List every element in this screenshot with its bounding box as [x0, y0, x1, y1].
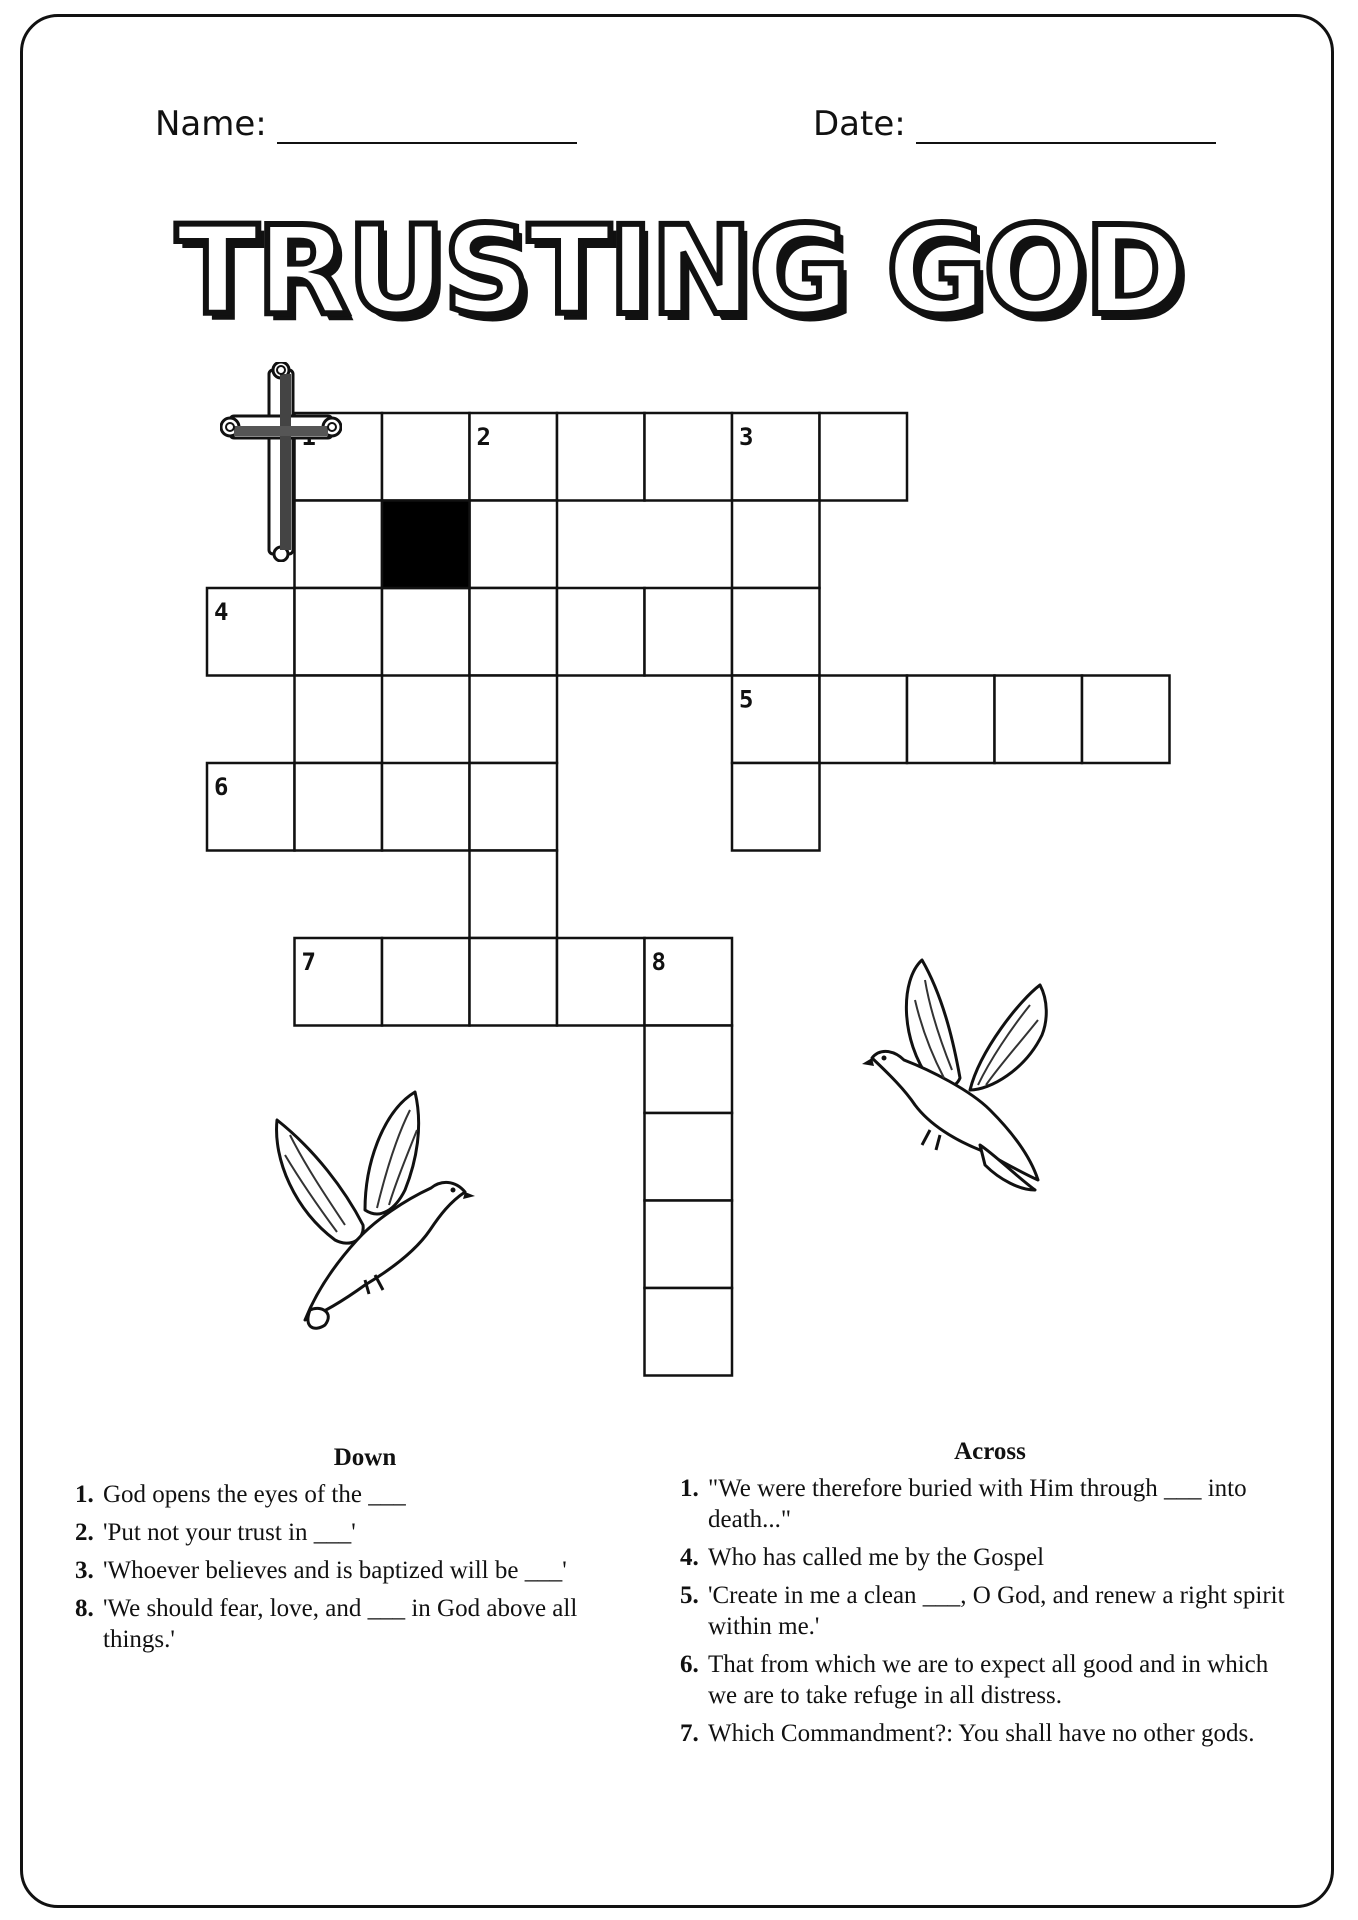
name-blank-line[interactable]: [277, 108, 577, 144]
crossword-cell[interactable]: [820, 676, 908, 764]
crossword-cell[interactable]: [557, 938, 645, 1026]
name-field[interactable]: [155, 104, 577, 144]
crossword-cell[interactable]: [732, 501, 820, 589]
crossword-cell[interactable]: [295, 938, 383, 1026]
down-clue-3: 3. 'Whoever believes and is baptized will be ___': [75, 1557, 567, 1584]
crossword-cell[interactable]: [645, 1113, 733, 1201]
down-clue-1: 1. God opens the eyes of the ___: [75, 1481, 406, 1508]
dove-icon: [265, 1080, 475, 1335]
crossword-cell[interactable]: [295, 676, 383, 764]
clue-number: 4: [214, 598, 229, 626]
crossword-cell[interactable]: [1082, 676, 1170, 764]
crossword-cell[interactable]: [645, 1201, 733, 1289]
crossword-cell[interactable]: [557, 588, 645, 676]
clue-number: 3: [739, 423, 754, 451]
across-clue-6: 6. That from which we are to expect all good and in which we are to take refuge in all distress.: [680, 1651, 1269, 1709]
clue-number: 7: [301, 948, 316, 976]
crossword-cell[interactable]: [907, 676, 995, 764]
date-field[interactable]: [813, 104, 1216, 144]
crossword-cell[interactable]: [382, 413, 470, 501]
clue-number: 6: [214, 773, 229, 801]
crossword-cell[interactable]: [645, 588, 733, 676]
across-clue-4: 4. Who has called me by the Gospel: [680, 1544, 1045, 1571]
across-clue-1: 1. "We were therefore buried with Him through ___ into death...": [680, 1475, 1247, 1533]
crossword-cell[interactable]: [645, 1026, 733, 1114]
crossword-cell[interactable]: [645, 938, 733, 1026]
crossword-cell[interactable]: [382, 938, 470, 1026]
crossword-cell[interactable]: [820, 413, 908, 501]
crossword-cell[interactable]: [470, 588, 558, 676]
clue-number: 8: [651, 948, 666, 976]
crossword-cell[interactable]: [645, 413, 733, 501]
name-label: Name:: [155, 104, 267, 144]
across-clues: [680, 1436, 1300, 1756]
down-clues: [75, 1442, 655, 1662]
crossword-cell[interactable]: [382, 763, 470, 851]
crossword-cell[interactable]: [207, 588, 295, 676]
crossword-cell[interactable]: [207, 763, 295, 851]
crossword-cell[interactable]: [470, 763, 558, 851]
crossword-cell[interactable]: [732, 588, 820, 676]
crossword-cell[interactable]: [645, 1288, 733, 1376]
down-clue-2: 2. 'Put not your trust in ___': [75, 1519, 356, 1546]
down-clue-8: 8. 'We should fear, love, and ___ in God above all things.': [75, 1595, 578, 1653]
date-blank-line[interactable]: [916, 108, 1216, 144]
crossword-cell[interactable]: [995, 676, 1083, 764]
clue-number: 5: [739, 685, 754, 714]
crossword-cell[interactable]: [732, 413, 820, 501]
clue-number: 2: [476, 423, 491, 451]
cross-icon: [220, 362, 342, 562]
across-heading: Across: [954, 1438, 1026, 1465]
crossword-cell[interactable]: [382, 588, 470, 676]
crossword-cell[interactable]: [470, 938, 558, 1026]
crossword-cell[interactable]: [470, 501, 558, 589]
crossword-cell[interactable]: [470, 676, 558, 764]
down-heading: Down: [333, 1444, 397, 1471]
crossword-cell[interactable]: [470, 413, 558, 501]
crossword-cell[interactable]: [732, 763, 820, 851]
across-clue-5: 5. 'Create in me a clean ___, O God, and renew a right spirit within me.': [680, 1582, 1285, 1640]
dove-icon: [860, 940, 1060, 1200]
crossword-cell[interactable]: [295, 588, 383, 676]
crossword-cell[interactable]: [557, 413, 645, 501]
crossword-cell[interactable]: [295, 763, 383, 851]
crossword-cell[interactable]: [732, 676, 820, 764]
across-clue-7: 7. Which Commandment?: You shall have no other gods.: [680, 1720, 1255, 1747]
page-title: TRUSTING GOD: [175, 200, 1183, 342]
date-label: Date:: [813, 104, 906, 144]
crossword-cell[interactable]: [470, 851, 558, 939]
